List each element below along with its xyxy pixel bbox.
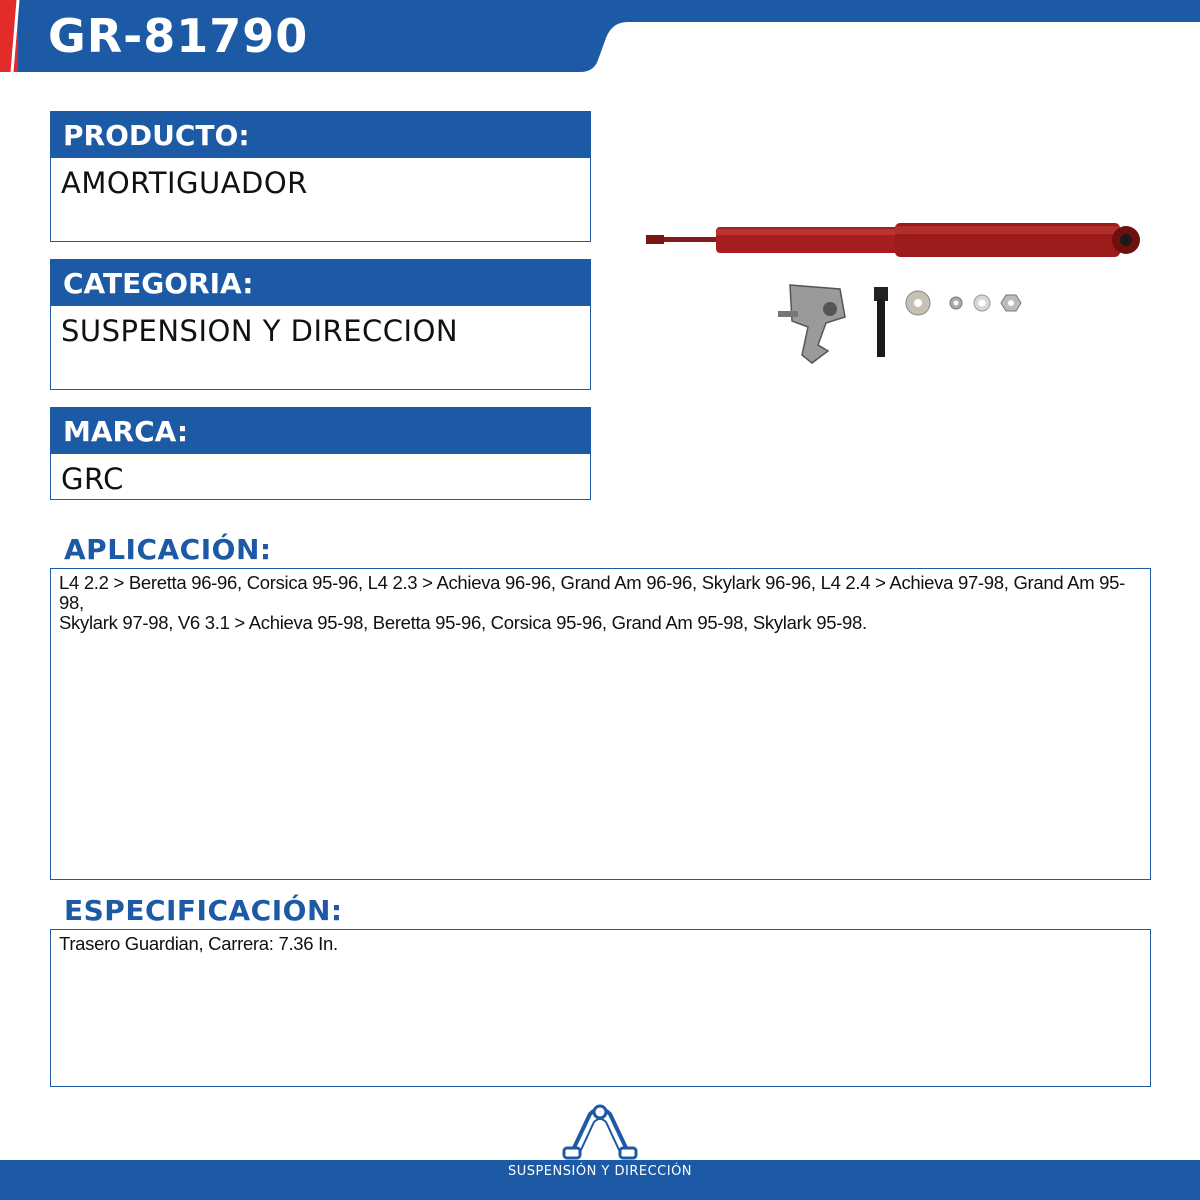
- shock-absorber-image: [640, 205, 1140, 375]
- aplicacion-box: [50, 568, 1151, 880]
- aplicacion-line-2: Skylark 97-98, V6 3.1 > Achieva 95-98, Beretta 95-96, Corsica 95-96, Grand Am 95-98, Skylark 95-98.: [59, 612, 867, 633]
- producto-value: AMORTIGUADOR: [61, 166, 308, 200]
- marca-label: MARCA:: [51, 408, 590, 454]
- especificacion-text: Trasero Guardian, Carrera: 7.36 In.: [59, 933, 338, 954]
- especificacion-box: [50, 929, 1151, 1087]
- part-number-title: GR-81790: [48, 9, 309, 63]
- aplicacion-title: APLICACIÓN:: [64, 533, 272, 566]
- especificacion-title: ESPECIFICACIÓN:: [64, 894, 343, 927]
- marca-box: [50, 407, 591, 500]
- marca-value: GRC: [61, 462, 124, 496]
- control-arm-icon: [560, 1100, 640, 1164]
- categoria-label: CATEGORIA:: [51, 260, 590, 306]
- producto-box: [50, 111, 591, 242]
- categoria-value: SUSPENSION Y DIRECCION: [61, 314, 459, 348]
- footer-category-label: SUSPENSIÓN Y DIRECCIÓN: [507, 1164, 693, 1179]
- categoria-box: [50, 259, 591, 390]
- producto-label: PRODUCTO:: [51, 112, 590, 158]
- aplicacion-line-1: L4 2.2 > Beretta 96-96, Corsica 95-96, L4 2.3 > Achieva 96-96, Grand Am 96-96, Skylark 96-96, L4 2.4 > Achieva 97-98, Grand Am 95-98,: [59, 572, 1126, 613]
